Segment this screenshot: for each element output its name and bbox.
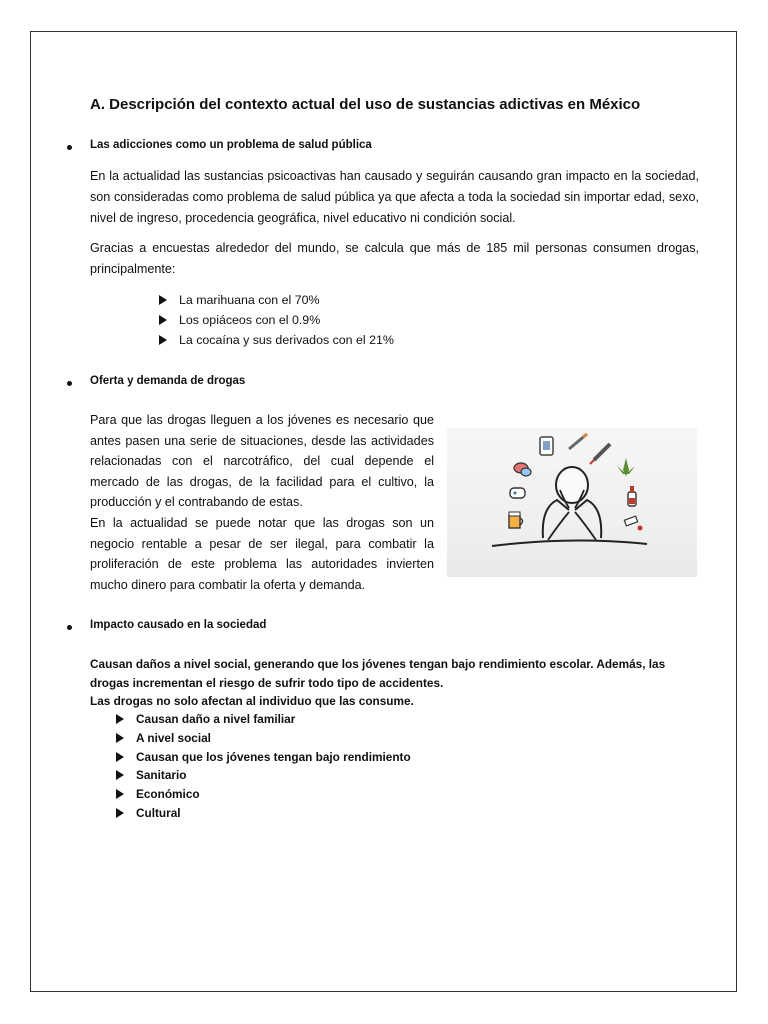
phone-icon [540, 437, 553, 455]
paragraph-adicciones-1: En la actualidad las sustancias psicoactivas han causado y seguirán causando gran impacto en la sociedad, son consideradas como problema de salud pública ya que afecta a toda la sociedad sin importar edad, sexo, nivel de ingreso, procedencia geográfica, nivel educativo ni condición social. [90, 169, 699, 225]
razor-icon [624, 516, 642, 530]
list-item: Causan que los jóvenes tengan bajo rendimiento [116, 747, 411, 766]
paragraph-impacto-1: Causan daños a nivel social, generando que los jóvenes tengan bajo rendimiento escolar. Además, las drogas incrementan el riesgo de sufrir todo tipo de accidentes. [90, 657, 666, 690]
section-title-impacto: Impacto causado en la sociedad [90, 619, 267, 631]
section-title-adicciones: Las adicciones como un problema de salud pública [90, 139, 372, 151]
list-item: A nivel social [116, 729, 411, 748]
list-item: Causan daño a nivel familiar [116, 710, 411, 729]
pills-icon [514, 463, 531, 476]
list-item: Los opiáceos con el 0.9% [159, 310, 394, 330]
section-title-oferta: Oferta y demanda de drogas [90, 375, 246, 387]
arrow-bullet-icon [159, 295, 167, 305]
list-item: Sanitario [116, 766, 411, 785]
list-item: La cocaína y sus derivados con el 21% [159, 330, 394, 350]
arrow-bullet-icon [116, 808, 124, 818]
paragraph-oferta-1: Para que las drogas lleguen a los jóvenes es necesario que antes pasen una serie de situaciones, desde las actividades relacionadas con el narcotráfico, del cual depende el mercado de las drogas, de la facilidad para el cultivo, la producción y el contrabando de estas. [90, 413, 434, 510]
bullet-dot [67, 625, 72, 630]
syringe-icon [590, 444, 610, 464]
gamepad-icon [510, 488, 525, 498]
list-item: La marihuana con el 70% [159, 290, 394, 310]
addiction-illustration-svg [447, 428, 697, 577]
paragraph-impacto-2: Las drogas no solo afectan al individuo que las consume. [90, 694, 414, 708]
beer-mug-icon [509, 512, 523, 528]
paragraph-oferta-2: En la actualidad se puede notar que las drogas son un negocio rentable a pesar de ser ilegal, para combatir la proliferación de este problema las autoridades invierten mucho dinero para combatir la oferta y demanda. [90, 516, 434, 592]
addiction-illustration [447, 428, 697, 577]
bullet-dot [67, 381, 72, 386]
bottle-icon [628, 486, 636, 506]
arrow-bullet-icon [116, 789, 124, 799]
impact-list [116, 710, 411, 822]
drug-statistics-list [159, 290, 394, 350]
cannabis-leaf-icon [617, 458, 635, 476]
list-item: Cultural [116, 803, 411, 822]
arrow-bullet-icon [116, 714, 124, 724]
arrow-bullet-icon [159, 315, 167, 325]
list-item: Económico [116, 785, 411, 804]
arrow-bullet-icon [116, 770, 124, 780]
arrow-bullet-icon [116, 733, 124, 743]
arrow-bullet-icon [159, 335, 167, 345]
cigarette-icon [569, 434, 587, 449]
paragraph-adicciones-2: Gracias a encuestas alrededor del mundo, se calcula que más de 185 mil personas consumen drogas, principalmente: [90, 241, 699, 276]
arrow-bullet-icon [116, 752, 124, 762]
document-heading: A. Descripción del contexto actual del uso de sustancias adictivas en México [90, 96, 641, 113]
bullet-dot [67, 145, 72, 150]
